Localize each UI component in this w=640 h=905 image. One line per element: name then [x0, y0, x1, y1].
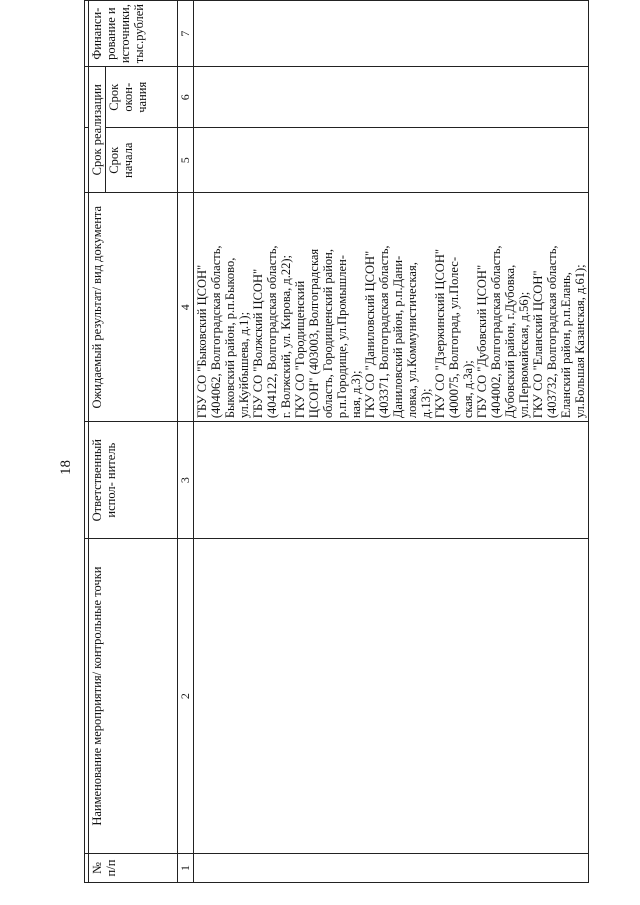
result-line: Дубовский район, г.Дубовка,: [503, 264, 518, 419]
column-number: 4: [178, 193, 194, 422]
result-line: (403371, Волгоградская область,: [377, 245, 392, 419]
plan-table: [84, 0, 589, 883]
result-line: (404062, Волгоградская область,: [209, 245, 224, 419]
column-number: 2: [178, 539, 194, 854]
result-line: Даниловский район, р.п.Дани-: [391, 255, 406, 419]
result-line: (400075, Волгоград, ул.Полес-: [447, 257, 462, 419]
result-line: ГБУ СО "Волжский ЦСОН": [251, 268, 266, 419]
result-line: Быковский район, р.п.Быково,: [223, 257, 238, 419]
header-term-group: Срок реализации: [89, 67, 106, 193]
header-result: Ожидаемый результат/ вид документа: [89, 193, 178, 422]
result-line: ГКУ СО "Дзержинский ЦСОН": [433, 249, 448, 419]
result-line: ГКУ СО "Городищенский: [293, 280, 308, 419]
result-line: ул.Куйбышева, д.1);: [237, 311, 252, 419]
table-row: [194, 1, 589, 883]
result-line: область, Городищенский район,: [321, 249, 336, 419]
page-number: 18: [58, 460, 74, 475]
column-number: 1: [178, 854, 194, 883]
header-end: Срок окон- чания: [106, 67, 178, 128]
result-line: Еланский район, р.п.Елань,: [559, 272, 574, 419]
result-line: ская, д.3а);: [461, 360, 476, 419]
result-line: ул.Первомайская, д.56);: [517, 291, 532, 419]
column-number: 6: [178, 67, 194, 128]
result-line: р.п.Городище, ул.Промышлен-: [335, 255, 350, 419]
header-name: Наименование мероприятия/ контрольные точки: [89, 539, 178, 854]
header-start: Срок начала: [106, 128, 178, 193]
column-number: 7: [178, 1, 194, 67]
result-line: ЦСОН" (403003, Волгоградская: [307, 248, 322, 419]
result-line: ная, д.3);: [349, 370, 364, 419]
result-line: ловка, ул.Коммунистическая,: [405, 262, 420, 419]
header-num: № п/п: [89, 854, 178, 883]
result-line: ГБУ СО "Быковский ЦСОН": [195, 264, 210, 419]
result-line: ГКУ СО "Даниловский ЦСОН": [363, 250, 378, 419]
column-number: 3: [178, 422, 194, 539]
result-line: (403732, Волгоградская область,: [545, 245, 560, 419]
result-line: ГКУ СО "Еланский ЦСОН": [531, 270, 546, 419]
row-result: [194, 193, 589, 422]
column-number: 5: [178, 128, 194, 193]
result-line: ул.Большая Казанская, д.61);: [573, 264, 588, 419]
result-line: (404002, Волгоградская область,: [489, 245, 504, 419]
result-line: ГБУ СО "Дубовский ЦСОН": [475, 264, 490, 419]
row-num: [194, 854, 589, 883]
row-end: [194, 67, 589, 128]
header-finance: Финанси- рование и источники, тыс.рублей: [89, 1, 178, 67]
result-line: (404122, Волгоградская область,: [265, 245, 280, 419]
result-line: г. Волжский, ул. Кирова, д.22);: [279, 255, 294, 419]
row-executor: [194, 422, 589, 539]
column-number-row: [178, 1, 194, 883]
row-start: [194, 128, 589, 193]
header-executor: Ответственный испол- нитель: [89, 422, 178, 539]
row-name: [194, 539, 589, 854]
row-finance: [194, 1, 589, 67]
header-row: [89, 1, 106, 883]
result-line: д.13);: [419, 388, 434, 419]
